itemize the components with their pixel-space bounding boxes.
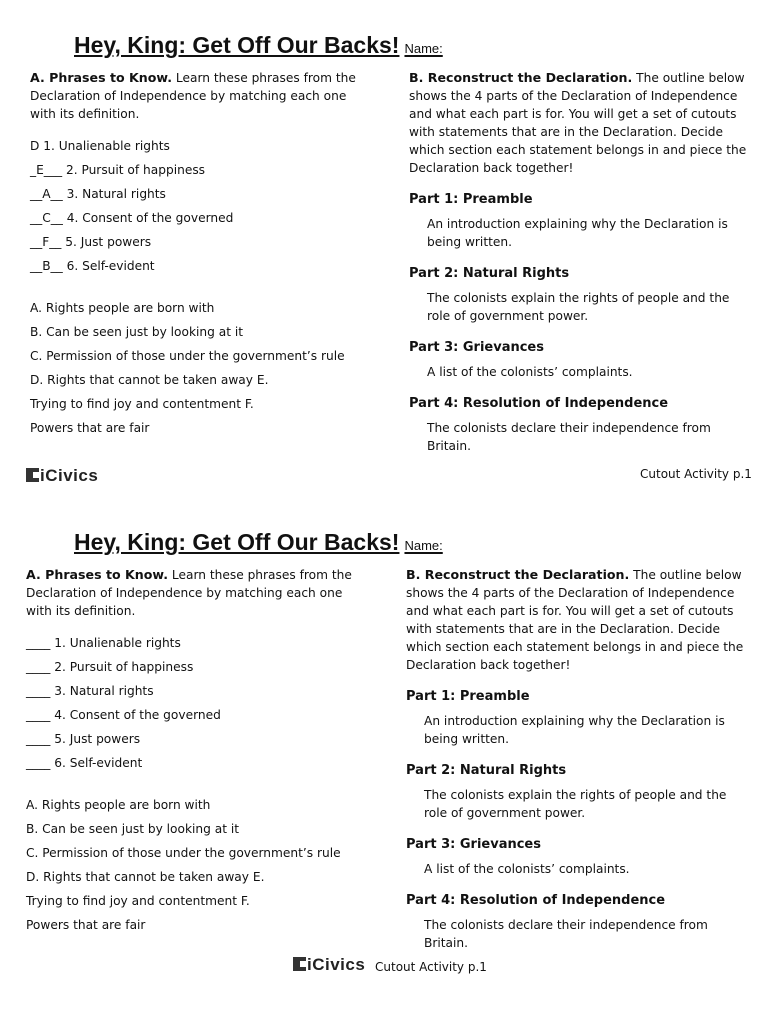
list-item: ____ 5. Just powers (26, 732, 141, 746)
list-item: __C__ 4. Consent of the governed (30, 211, 234, 225)
list-item: __B__ 6. Self-evident (30, 259, 155, 273)
list-item: ____ 4. Consent of the governed (26, 708, 221, 722)
section-a-intro: A. Phrases to Know. Learn these phrases from the Declaration of Independence by matching each one with its definition. (30, 70, 356, 121)
section-a-heading: A. Phrases to Know. (30, 70, 173, 85)
part-4-description: The colonists declare their independence from Britain. (427, 421, 711, 453)
name-label: Name: (404, 41, 443, 56)
part-4-title: Part 4: Resolution of Independence (406, 893, 666, 908)
definition-item: A. Rights people are born with (30, 301, 215, 315)
part-1-title: Part 1: Preamble (409, 192, 533, 207)
worksheet-bottom (0, 497, 768, 997)
page-title: Hey, King: Get Off Our Backs! Name: (74, 529, 443, 555)
section-b-heading: B. Reconstruct the Declaration. (409, 70, 633, 85)
name-label: Name: (404, 538, 443, 553)
definition-item: D. Rights that cannot be taken away E. (26, 870, 265, 884)
icivics-logo: iCivics (26, 466, 98, 486)
icivics-logo: iCivics (293, 955, 365, 975)
section-b (409, 69, 754, 455)
definition-list (30, 299, 360, 443)
part-3-title: Part 3: Grievances (409, 340, 544, 355)
worksheet-top (0, 0, 768, 500)
part-2-title: Part 2: Natural Rights (409, 266, 570, 281)
list-item: D 1. Unalienable rights (30, 139, 170, 153)
list-item: ____ 3. Natural rights (26, 684, 154, 698)
definition-item: B. Can be seen just by looking at it (26, 822, 240, 836)
list-item: __F__ 5. Just powers (30, 235, 152, 249)
definition-item: Powers that are fair (30, 421, 150, 435)
definition-item: Trying to find joy and contentment F. (26, 894, 250, 908)
part-4-description: The colonists declare their independence from Britain. (424, 918, 708, 950)
logo-mark-icon (293, 957, 306, 971)
page-footer: Cutout Activity p.1 (640, 467, 752, 481)
definition-item: Powers that are fair (26, 918, 146, 932)
page-footer: Cutout Activity p.1 (375, 960, 487, 974)
part-1-description: An introduction explaining why the Declaration is being written. (424, 714, 725, 746)
section-b-heading: B. Reconstruct the Declaration. (406, 567, 630, 582)
part-1-description: An introduction explaining why the Declaration is being written. (427, 217, 728, 249)
part-2-description: The colonists explain the rights of people and the role of government power. (424, 788, 727, 820)
part-2-description: The colonists explain the rights of people and the role of government power. (427, 291, 730, 323)
part-2-title: Part 2: Natural Rights (406, 763, 567, 778)
list-item: ____ 6. Self-evident (26, 756, 143, 770)
definition-item: B. Can be seen just by looking at it (30, 325, 244, 339)
section-b (406, 566, 751, 952)
section-b-intro: B. Reconstruct the Declaration. The outline below shows the 4 parts of the Declaration of Independence and what each part is for. You will get a set of cutouts with statements that are in the Declaration. Decide which section each statement belongs in and piece the Declaration back together! (406, 567, 744, 672)
part-3-description: A list of the colonists’ complaints. (424, 862, 630, 876)
section-a (30, 69, 360, 443)
section-a (26, 566, 356, 940)
section-a-intro: A. Phrases to Know. Learn these phrases from the Declaration of Independence by matching each one with its definition. (26, 567, 352, 618)
list-item: __A__ 3. Natural rights (30, 187, 166, 201)
page-title: Hey, King: Get Off Our Backs! Name: (74, 32, 443, 58)
part-4-title: Part 4: Resolution of Independence (409, 396, 669, 411)
part-3-title: Part 3: Grievances (406, 837, 541, 852)
logo-mark-icon (26, 468, 39, 482)
definition-item: C. Permission of those under the government’s rule (30, 349, 345, 363)
matching-list (30, 137, 360, 281)
list-item: _E___ 2. Pursuit of happiness (30, 163, 206, 177)
definition-item: A. Rights people are born with (26, 798, 211, 812)
definition-list (26, 796, 356, 940)
definition-item: C. Permission of those under the government’s rule (26, 846, 341, 860)
list-item: ____ 2. Pursuit of happiness (26, 660, 194, 674)
section-a-heading: A. Phrases to Know. (26, 567, 169, 582)
section-b-intro: B. Reconstruct the Declaration. The outline below shows the 4 parts of the Declaration of Independence and what each part is for. You will get a set of cutouts with statements that are in the Declaration. Decide which section each statement belongs in and piece the Declaration back together! (409, 70, 747, 175)
matching-list (26, 634, 356, 778)
part-1-title: Part 1: Preamble (406, 689, 530, 704)
definition-item: Trying to find joy and contentment F. (30, 397, 254, 411)
part-3-description: A list of the colonists’ complaints. (427, 365, 633, 379)
definition-item: D. Rights that cannot be taken away E. (30, 373, 269, 387)
list-item: ____ 1. Unalienable rights (26, 636, 181, 650)
